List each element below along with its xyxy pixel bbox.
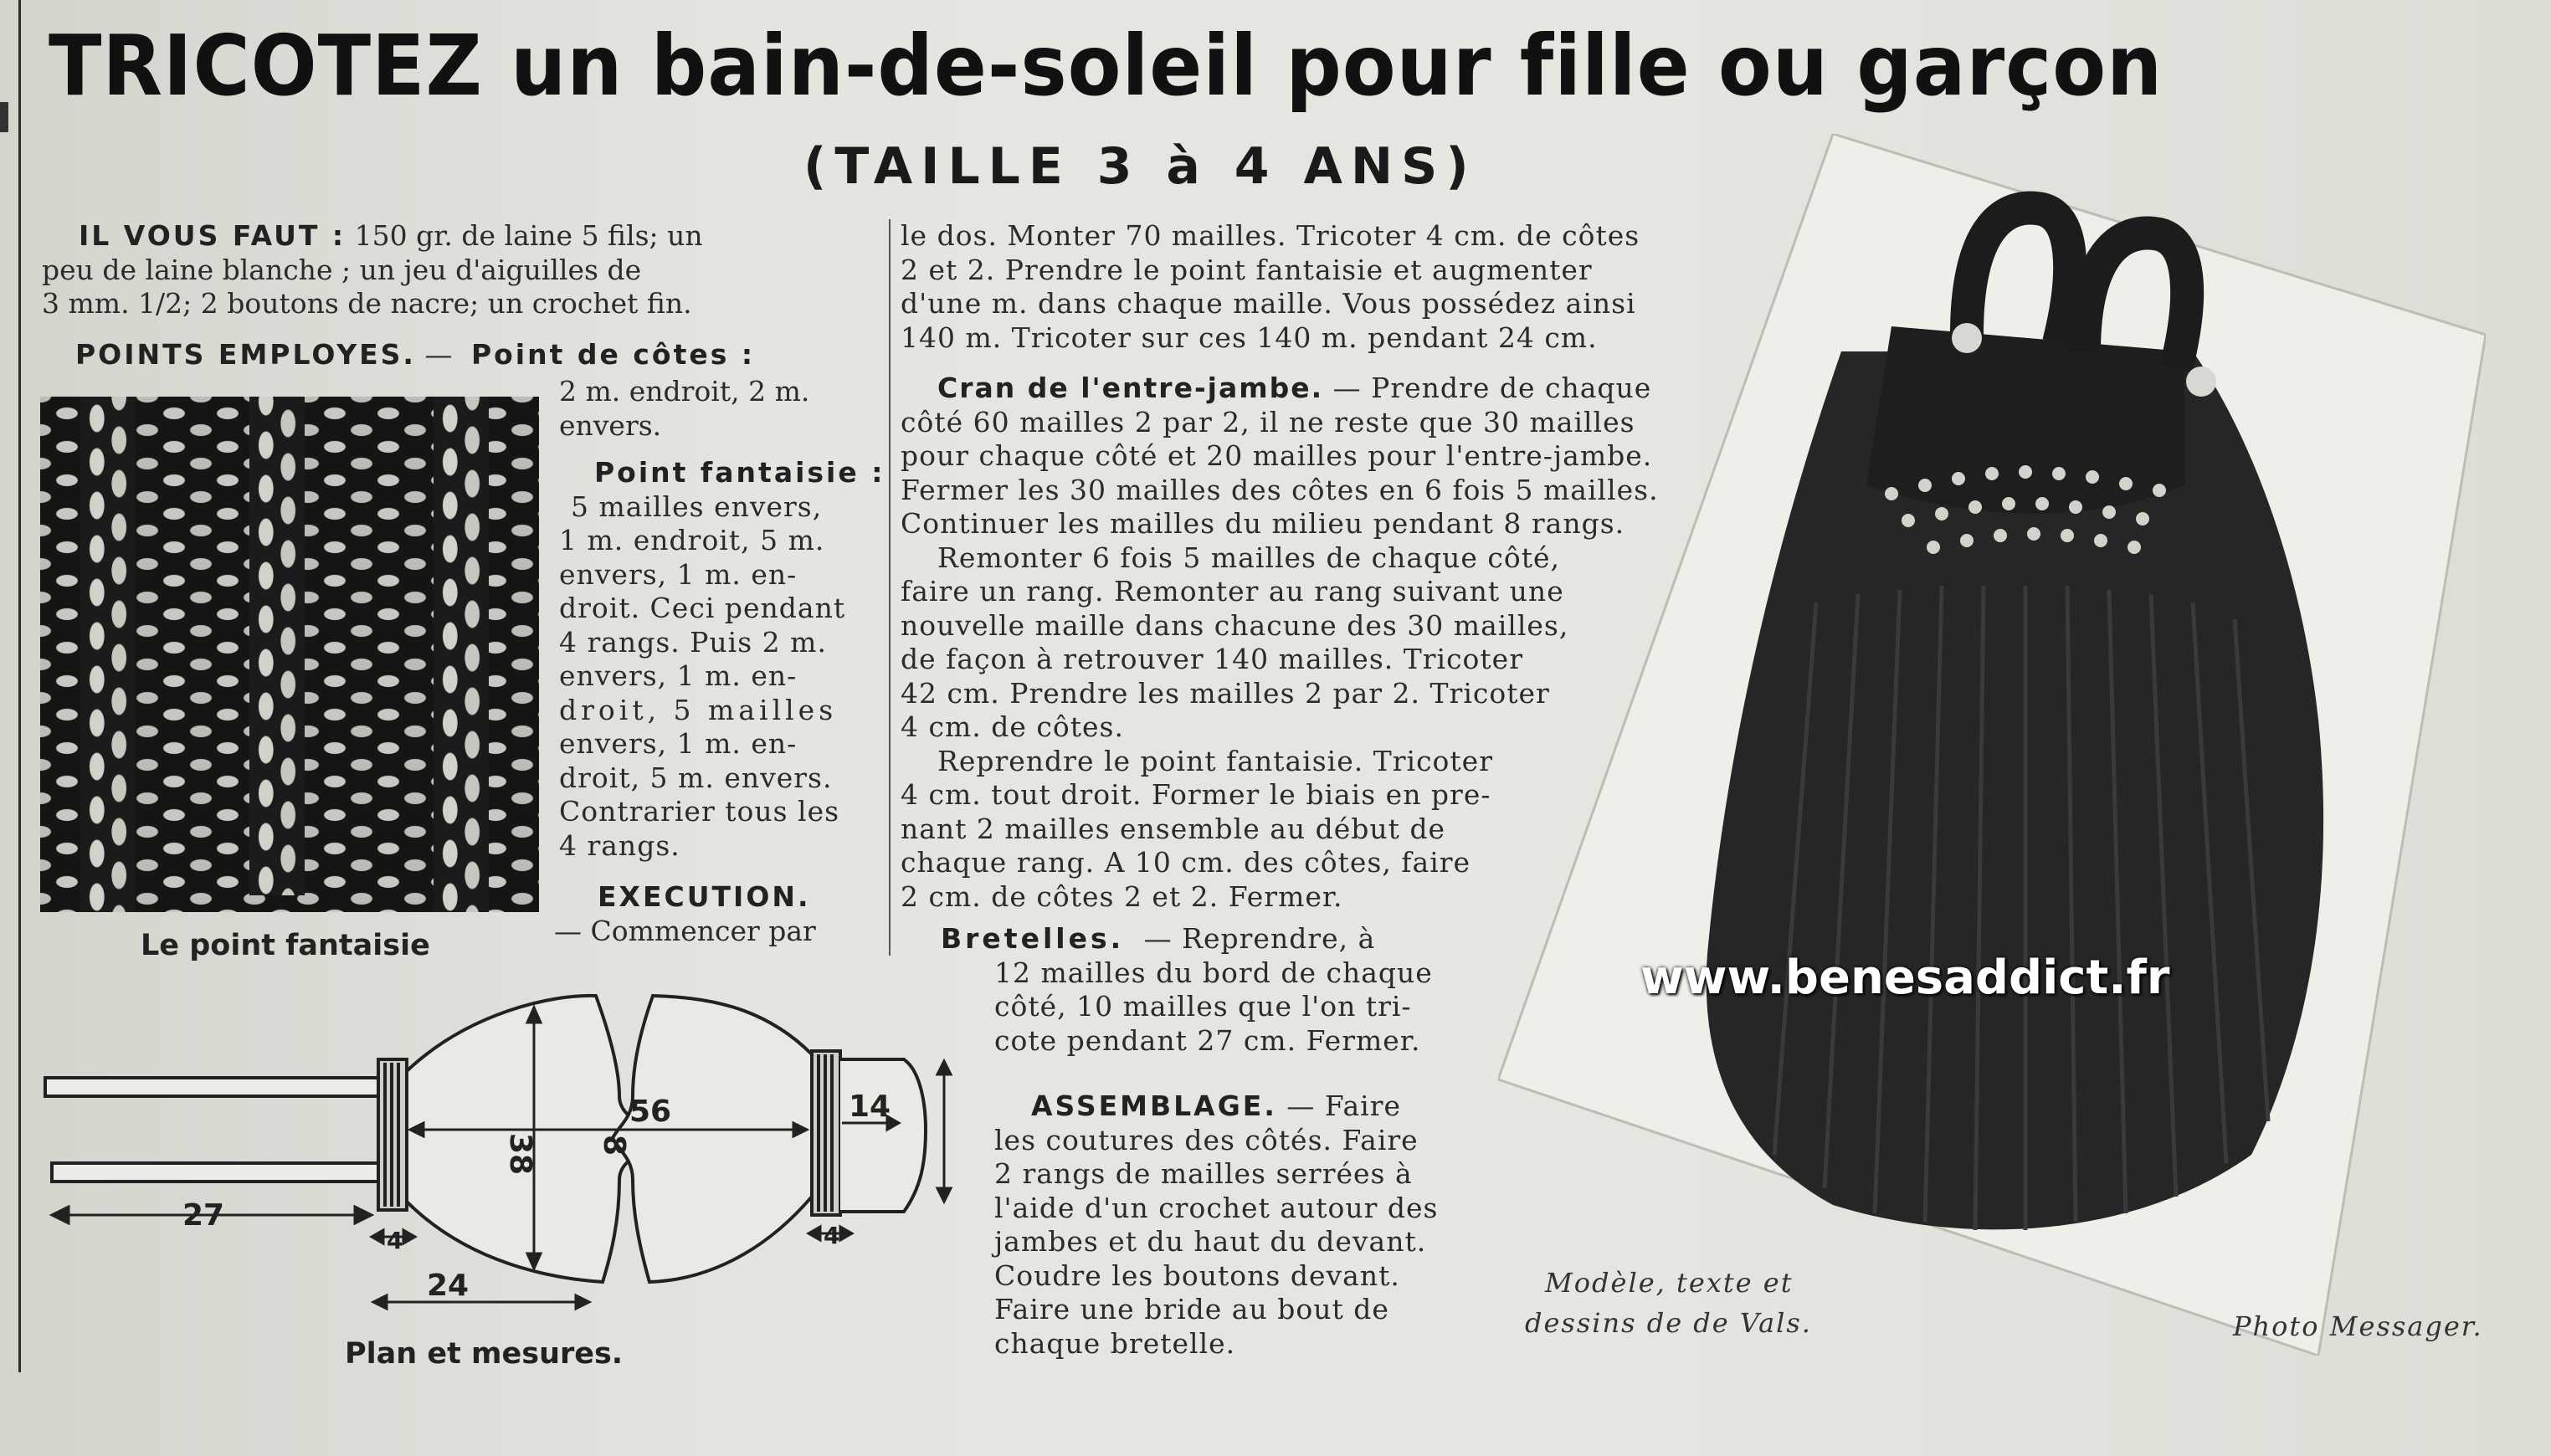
execution-line: — Commencer par	[554, 914, 816, 947]
dim-strap-length: 27	[182, 1198, 225, 1233]
cotes-line: 2 m. endroit, 2 m.	[559, 375, 810, 408]
fantaisie-line: envers, 1 m. en-	[559, 727, 798, 760]
dim-cuff-left: 4	[387, 1227, 403, 1254]
cotes-title: Point de côtes :	[470, 338, 756, 371]
cran-line: 4 cm. de côtes.	[901, 710, 1124, 743]
page-title: TRICOTEZ un bain-de-soleil pour fille ou garçon	[49, 17, 2163, 115]
credit-line-2: dessins de de Vals.	[1525, 1307, 1812, 1339]
cran-line: Continuer les mailles du milieu pendant 8 rangs.	[901, 507, 1625, 540]
materials-text: 150 gr. de laine 5 fils; un	[354, 219, 703, 252]
points-dash: —	[424, 338, 453, 371]
cran-first-rest: — Prendre de chaque	[1332, 372, 1652, 404]
dim-cuff-right: 4	[824, 1222, 840, 1249]
materials-block	[42, 219, 703, 321]
assemblage-section	[994, 1089, 1439, 1361]
swatch-caption: Le point fantaisie	[141, 929, 430, 962]
fantaisie-description	[559, 456, 885, 863]
pattern-diagram	[33, 979, 971, 1339]
fantaisie-line: 1 m. endroit, 5 m.	[559, 524, 825, 556]
dim-cuff-height-right: 14	[849, 1089, 891, 1124]
dim-body-height: 38	[503, 1133, 537, 1176]
bretelles-line: 12 mailles du bord de chaque	[994, 956, 1433, 989]
fantaisie-title: Point fantaisie :	[594, 456, 885, 489]
dim-bottom-width: 24	[427, 1269, 470, 1303]
assemblage-first-line	[1031, 1089, 1439, 1124]
fantaisie-line: droit. Ceci pendant	[559, 592, 846, 624]
cran-line: 4 cm. tout droit. Former le biais en pre-	[901, 778, 1491, 811]
execution-heading: EXECUTION.	[598, 880, 811, 913]
instruction-line: le dos. Monter 70 mailles. Tricoter 4 cm. de côtes	[901, 219, 1640, 252]
assemblage-line: Coudre les boutons devant.	[994, 1259, 1400, 1292]
cran-line: nouvelle maille dans chacune des 30 mailles,	[901, 608, 1569, 642]
cran-line: côté 60 mailles 2 par 2, il ne reste que 30 mailles	[901, 405, 1635, 438]
cran-heading: Cran de l'entre-jambe.	[937, 372, 1324, 404]
fantaisie-line: droit, 5 mailles	[559, 693, 838, 726]
swatch-braid	[249, 397, 305, 895]
cotes-line: envers.	[559, 408, 662, 442]
dim-body-width: 56	[629, 1095, 672, 1129]
sunsuit-top	[1866, 326, 2184, 514]
fantaisie-line: droit, 5 m. envers.	[559, 761, 833, 794]
photo-credit: Photo Messager.	[2233, 1310, 2483, 1342]
bretelles-heading: Bretelles.	[941, 922, 1125, 955]
page-edge-rule	[18, 0, 21, 1372]
assemblage-line: 2 rangs de mailles serrées à	[994, 1157, 1413, 1190]
dim-crotch: 8	[597, 1135, 631, 1156]
instruction-line: 2 et 2. Prendre le point fantaisie et augmenter	[901, 253, 1593, 286]
assemblage-first-rest: — Faire	[1286, 1089, 1402, 1122]
page-subtitle: (TAILLE 3 à 4 ANS)	[803, 137, 1477, 196]
cotes-description	[559, 375, 809, 443]
bretelles-section	[941, 922, 1433, 1058]
cran-line: Remonter 6 fois 5 mailles de chaque côté,	[937, 541, 1561, 574]
fantaisie-line: 4 rangs.	[559, 828, 680, 862]
diagram-caption: Plan et mesures.	[345, 1337, 624, 1371]
swatch-braid	[434, 397, 489, 912]
execution-block	[554, 880, 816, 948]
cran-line: Reprendre le point fantaisie. Tricoter	[937, 744, 1493, 777]
credit-line-1: Modèle, texte et	[1545, 1267, 1794, 1299]
cran-line: nant 2 mailles ensemble au début de	[901, 812, 1446, 845]
cran-line: Fermer les 30 mailles des côtes en 6 fois 5 mailles.	[901, 473, 1659, 506]
cran-line: 2 cm. de côtes 2 et 2. Fermer.	[901, 879, 1343, 913]
bretelles-first-line	[941, 922, 1433, 956]
button-left	[1952, 323, 1982, 353]
assemblage-line: l'aide d'un crochet autour des	[994, 1191, 1439, 1224]
materials-line-3: 3 mm. 1/2; 2 boutons de nacre; un crochet fin.	[42, 287, 692, 320]
fantaisie-line: 4 rangs. Puis 2 m.	[559, 625, 827, 659]
assemblage-line: Faire une bride au bout de	[994, 1293, 1389, 1325]
strap-top	[45, 1078, 380, 1096]
right-flap	[840, 1059, 926, 1212]
cran-line: 42 cm. Prendre les mailles 2 par 2. Tricoter	[901, 676, 1550, 710]
page-edge-mark	[0, 102, 8, 132]
assemblage-heading: ASSEMBLAGE.	[1031, 1089, 1277, 1122]
stitch-swatch-image	[40, 397, 539, 912]
strap-bottom	[52, 1163, 380, 1182]
materials-heading: IL VOUS FAUT :	[79, 219, 346, 252]
column-rule	[889, 219, 891, 956]
bretelles-line: cote pendant 27 cm. Fermer.	[994, 1023, 1421, 1057]
points-heading: POINTS EMPLOYES.	[75, 338, 416, 371]
fantaisie-line: 5 mailles envers,	[571, 490, 823, 523]
fantaisie-line: Contrarier tous les	[559, 795, 840, 828]
assemblage-line: les coutures des côtés. Faire	[994, 1123, 1419, 1156]
watermark-url: www.benesaddict.fr	[1640, 951, 2170, 1005]
cran-line: de façon à retrouver 140 mailles. Tricoter	[901, 643, 1523, 675]
body-outline-right	[613, 996, 812, 1282]
cran-line: pour chaque côté et 20 mailles pour l'entre-jambe.	[901, 439, 1653, 472]
button-right	[2186, 367, 2216, 397]
swatch-braid	[80, 397, 136, 912]
points-heading-line	[75, 338, 755, 372]
assemblage-line: jambes et du haut du devant.	[994, 1225, 1427, 1258]
instruction-line: 140 m. Tricoter sur ces 140 m. pendant 24 cm.	[901, 320, 1598, 354]
assemblage-line: chaque bretelle.	[994, 1326, 1236, 1360]
cran-line: chaque rang. A 10 cm. des côtes, faire	[901, 846, 1471, 879]
garment-photo	[1498, 134, 2486, 1356]
materials-line-2: peu de laine blanche ; un jeu d'aiguilles de	[42, 253, 642, 286]
materials-line-1	[42, 219, 703, 254]
bretelles-line: côté, 10 mailles que l'on tri-	[994, 990, 1412, 1023]
bretelles-first-rest: — Reprendre, à	[1143, 922, 1376, 955]
fantaisie-line: envers, 1 m. en-	[559, 659, 798, 692]
fantaisie-line: envers, 1 m. en-	[559, 557, 798, 591]
instruction-line: d'une m. dans chaque maille. Vous possédez ainsi	[901, 287, 1636, 320]
cran-line: faire un rang. Remonter au rang suivant une	[901, 575, 1564, 608]
